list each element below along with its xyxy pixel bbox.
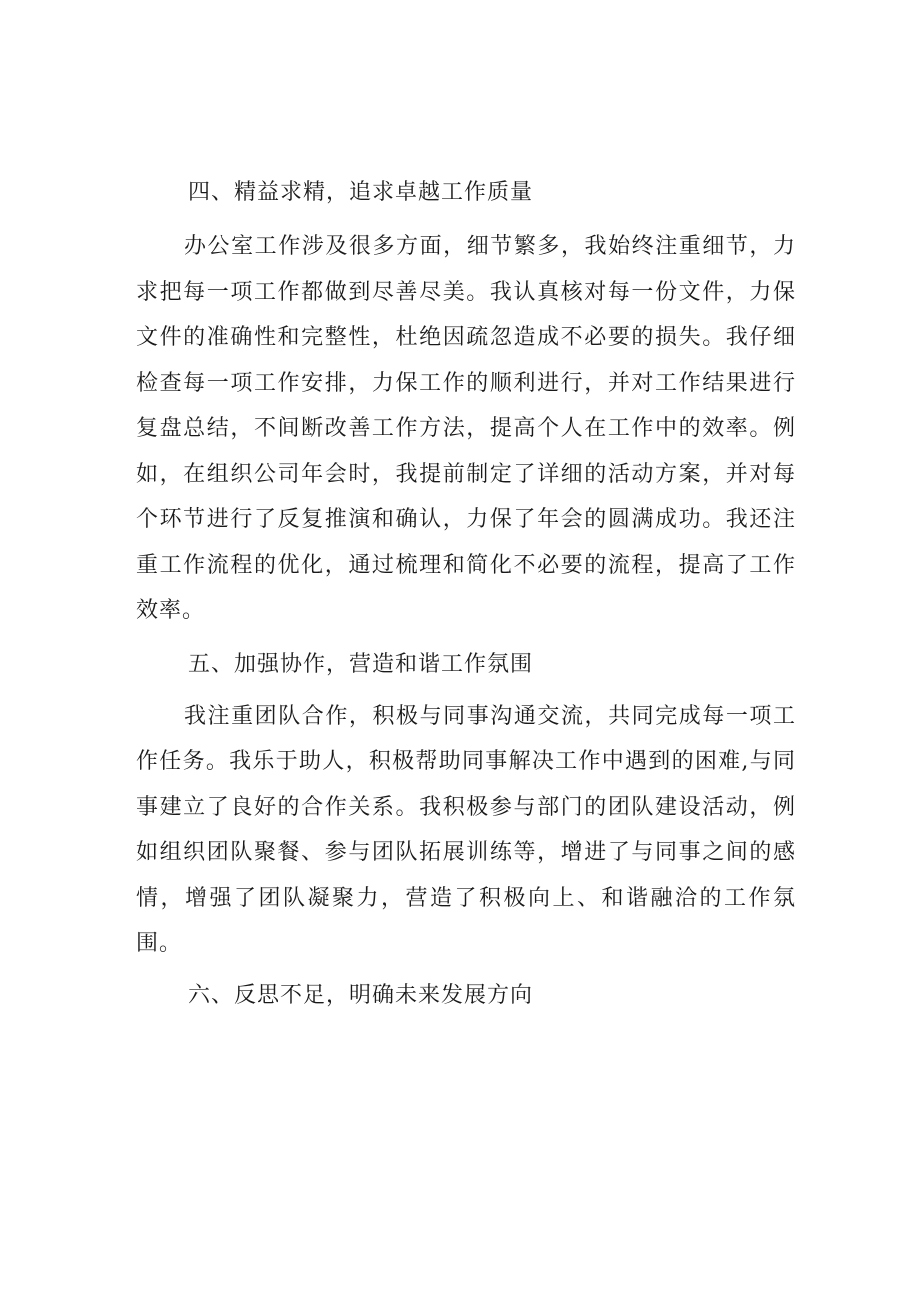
document-page	[136, 168, 796, 1021]
section-body-4: 办公室工作涉及很多方面，细节繁多，我始终注重细节，力求把每一项工作都做到尽善尽美。我认真核对每一份文件，力保文件的准确性和完整性，杜绝因疏忽造成不必要的损失。我仔细检查每一项工作安排，力保工作的顺利进行，并对工作结果进行复盘总结，不间断改善工作方法，提高个人在工作中的效率。例如，在组织公司年会时，我提前制定了详细的活动方案，并对每个环节进行了反复推演和确认，力保了年会的圆满成功。我还注重工作流程的优化，通过梳理和简化不必要的流程，提高了工作效率。	[136, 234, 796, 623]
section-heading-5: 五、加强协作，营造和谐工作氛围	[188, 651, 534, 677]
section-heading-4: 四、精益求精，追求卓越工作质量	[188, 180, 534, 205]
section-body-5: 我注重团队合作，积极与同事沟通交流，共同完成每一项工作任务。我乐于助人，积极帮助同事解决工作中遇到的困难,与同事建立了良好的合作关系。我积极参与部门的团队建设活动，例如组织团队聚餐、参与团队拓展训练等，增进了与同事之间的感情，增强了团队凝聚力，营造了积极向上、和谐融洽的工作氛围。	[136, 703, 796, 956]
section-heading-6: 六、反思不足，明确未来发展方向	[188, 982, 534, 1008]
